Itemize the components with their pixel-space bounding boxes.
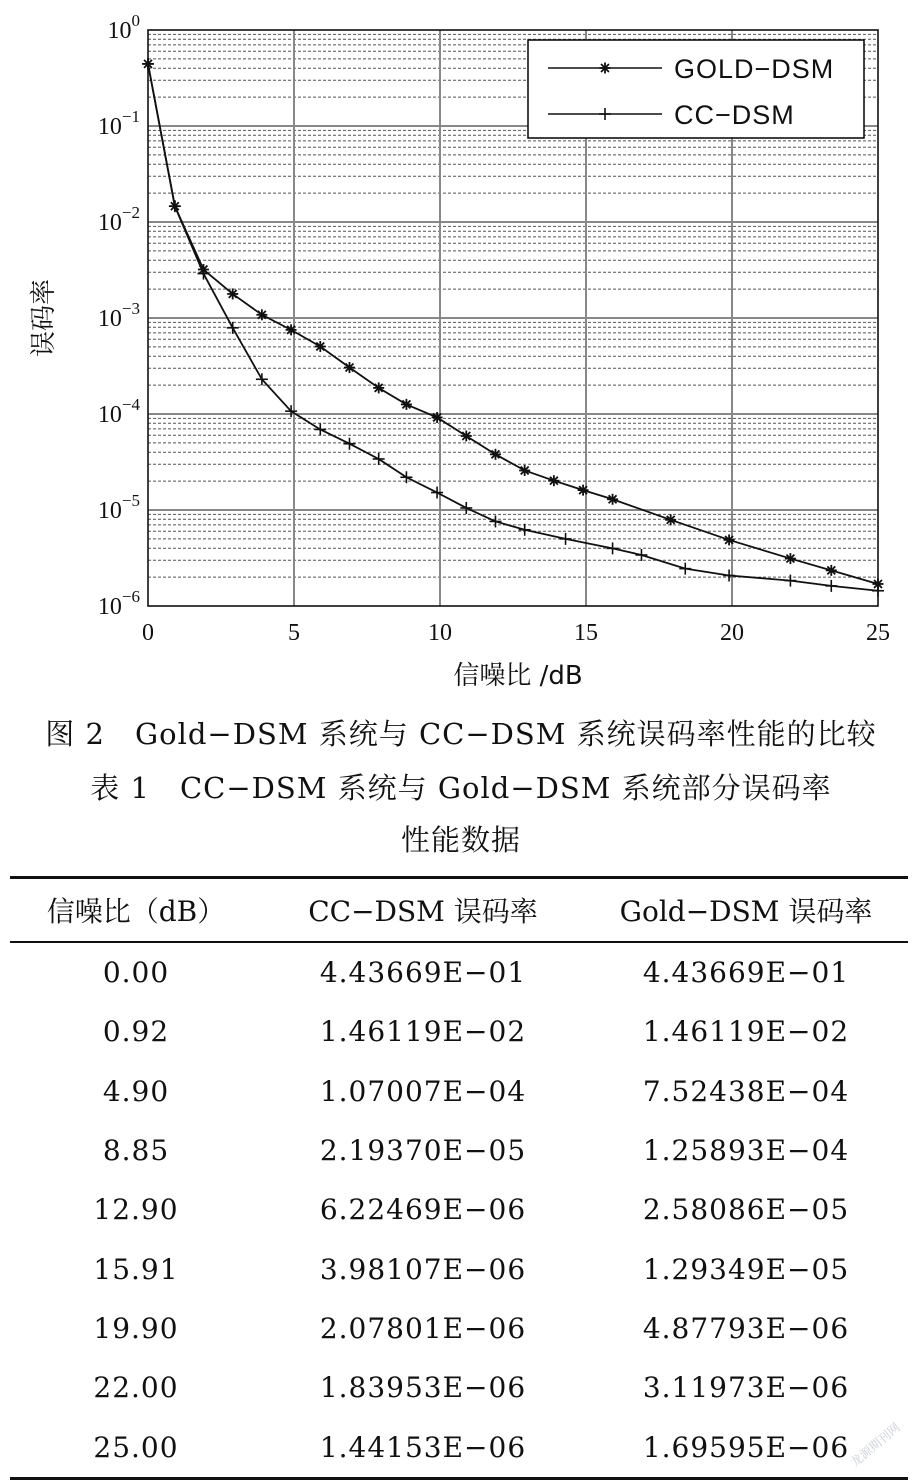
cell-snr: 12.90 (93, 1193, 179, 1227)
ber-data-table (10, 876, 908, 1480)
cell-snr: 22.00 (93, 1371, 179, 1405)
table-row (10, 1062, 908, 1121)
y-axis-ticks (98, 11, 141, 620)
table-header-row (10, 878, 908, 943)
data-point-gold-dsm (373, 382, 384, 393)
cell-gold-ber: 4.87793E−06 (642, 1311, 850, 1345)
header-snr: 信噪比（dB） (10, 878, 262, 943)
y-tick-label: $10^{-4}$ (97, 395, 140, 428)
cell-snr: 0.00 (102, 956, 170, 990)
cell-snr: 4.90 (102, 1074, 170, 1108)
x-tick-label: 15 (574, 620, 598, 646)
table-row (10, 1358, 908, 1417)
data-point-gold-dsm (315, 341, 326, 352)
table-row (10, 1239, 908, 1298)
data-point-gold-dsm (490, 449, 501, 460)
data-point-gold-dsm (286, 324, 297, 335)
header-cc-ber: CC−DSM 误码率 (262, 878, 584, 943)
cell-cc-ber: 2.19370E−05 (319, 1134, 527, 1168)
table-caption-line2: 性能数据 (400, 823, 521, 857)
legend-label-cc: CC−DSM (674, 100, 795, 130)
cell-cc-ber: 1.44153E−06 (262, 1417, 584, 1478)
cell-cc-ber: 1.07007E−04 (319, 1074, 527, 1108)
cell-cc-ber: 4.43669E−01 (319, 956, 527, 990)
cell-gold-ber: 2.58086E−05 (642, 1193, 850, 1227)
data-point-gold-dsm (607, 494, 618, 505)
data-point-gold-dsm (519, 465, 530, 476)
x-tick-label: 0 (142, 620, 154, 646)
data-point-gold-dsm (548, 475, 559, 486)
table-row (10, 942, 908, 1002)
cell-gold-ber: 1.69595E−06 (584, 1417, 908, 1478)
data-point-gold-dsm (826, 565, 837, 576)
x-tick-label: 10 (428, 620, 452, 646)
cell-snr: 8.85 (102, 1134, 170, 1168)
x-tick-label: 25 (866, 620, 890, 646)
cell-cc-ber: 2.07801E−06 (319, 1311, 527, 1345)
data-point-gold-dsm (432, 412, 443, 423)
table-row (10, 1299, 908, 1358)
y-tick-label: $10^{-5}$ (97, 491, 140, 524)
cell-gold-ber: 1.46119E−02 (642, 1015, 850, 1049)
y-tick-label: $10^{-3}$ (97, 299, 140, 332)
cell-gold-ber: 7.52438E−04 (642, 1074, 850, 1108)
table-row (10, 1121, 908, 1180)
watermark-logo: 龙源期刊网 (847, 1420, 903, 1470)
legend (528, 40, 864, 138)
table-body (10, 942, 908, 1478)
y-axis-label: 误码率 (29, 278, 59, 358)
cell-gold-ber: 4.43669E−01 (642, 956, 850, 990)
data-point-gold-dsm (401, 399, 412, 410)
cell-gold-ber: 3.11973E−06 (642, 1371, 850, 1405)
figure-caption: 图 2 Gold−DSM 系统与 CC−DSM 系统误码率性能的比较 (45, 717, 877, 751)
x-tick-label: 5 (288, 620, 300, 646)
y-tick-label: $10^{-6}$ (97, 587, 140, 620)
table-row (10, 1180, 908, 1239)
data-point-gold-dsm (344, 362, 355, 373)
x-axis-label: 信噪比 /dB (453, 661, 583, 691)
data-point-gold-dsm (578, 485, 589, 496)
cell-snr: 19.90 (93, 1311, 179, 1345)
table-row (10, 1002, 908, 1061)
legend-marker-gold (600, 63, 611, 74)
cell-snr: 15.91 (93, 1252, 179, 1286)
cell-cc-ber: 6.22469E−06 (319, 1193, 527, 1227)
data-point-gold-dsm (724, 534, 735, 545)
y-tick-label: $10^{-2}$ (97, 203, 140, 236)
cell-snr: 25.00 (10, 1417, 262, 1478)
cell-cc-ber: 1.46119E−02 (319, 1015, 527, 1049)
data-point-gold-dsm (665, 514, 676, 525)
legend-label-gold: GOLD−DSM (674, 54, 835, 84)
asterisk-marker (600, 63, 611, 74)
data-point-gold-dsm (227, 288, 238, 299)
cell-cc-ber: 3.98107E−06 (319, 1252, 527, 1286)
table-caption-line1: 表 1 CC−DSM 系统与 Gold−DSM 系统部分误码率 (90, 771, 832, 805)
data-point-gold-dsm (256, 309, 267, 320)
cell-gold-ber: 1.29349E−05 (642, 1252, 850, 1286)
cell-gold-ber: 1.25893E−04 (642, 1134, 850, 1168)
data-point-gold-dsm (461, 430, 472, 441)
table-row (10, 1417, 908, 1478)
ber-chart (0, 0, 922, 700)
y-tick-label: $10^{-1}$ (97, 107, 140, 140)
cell-cc-ber: 1.83953E−06 (319, 1371, 527, 1405)
x-axis-ticks (142, 620, 890, 646)
header-gold-ber: Gold−DSM 误码率 (584, 878, 908, 943)
cell-snr: 0.92 (102, 1015, 170, 1049)
data-point-gold-dsm (785, 553, 796, 564)
y-tick-label: $10^0$ (107, 11, 140, 44)
x-tick-label: 20 (720, 620, 744, 646)
